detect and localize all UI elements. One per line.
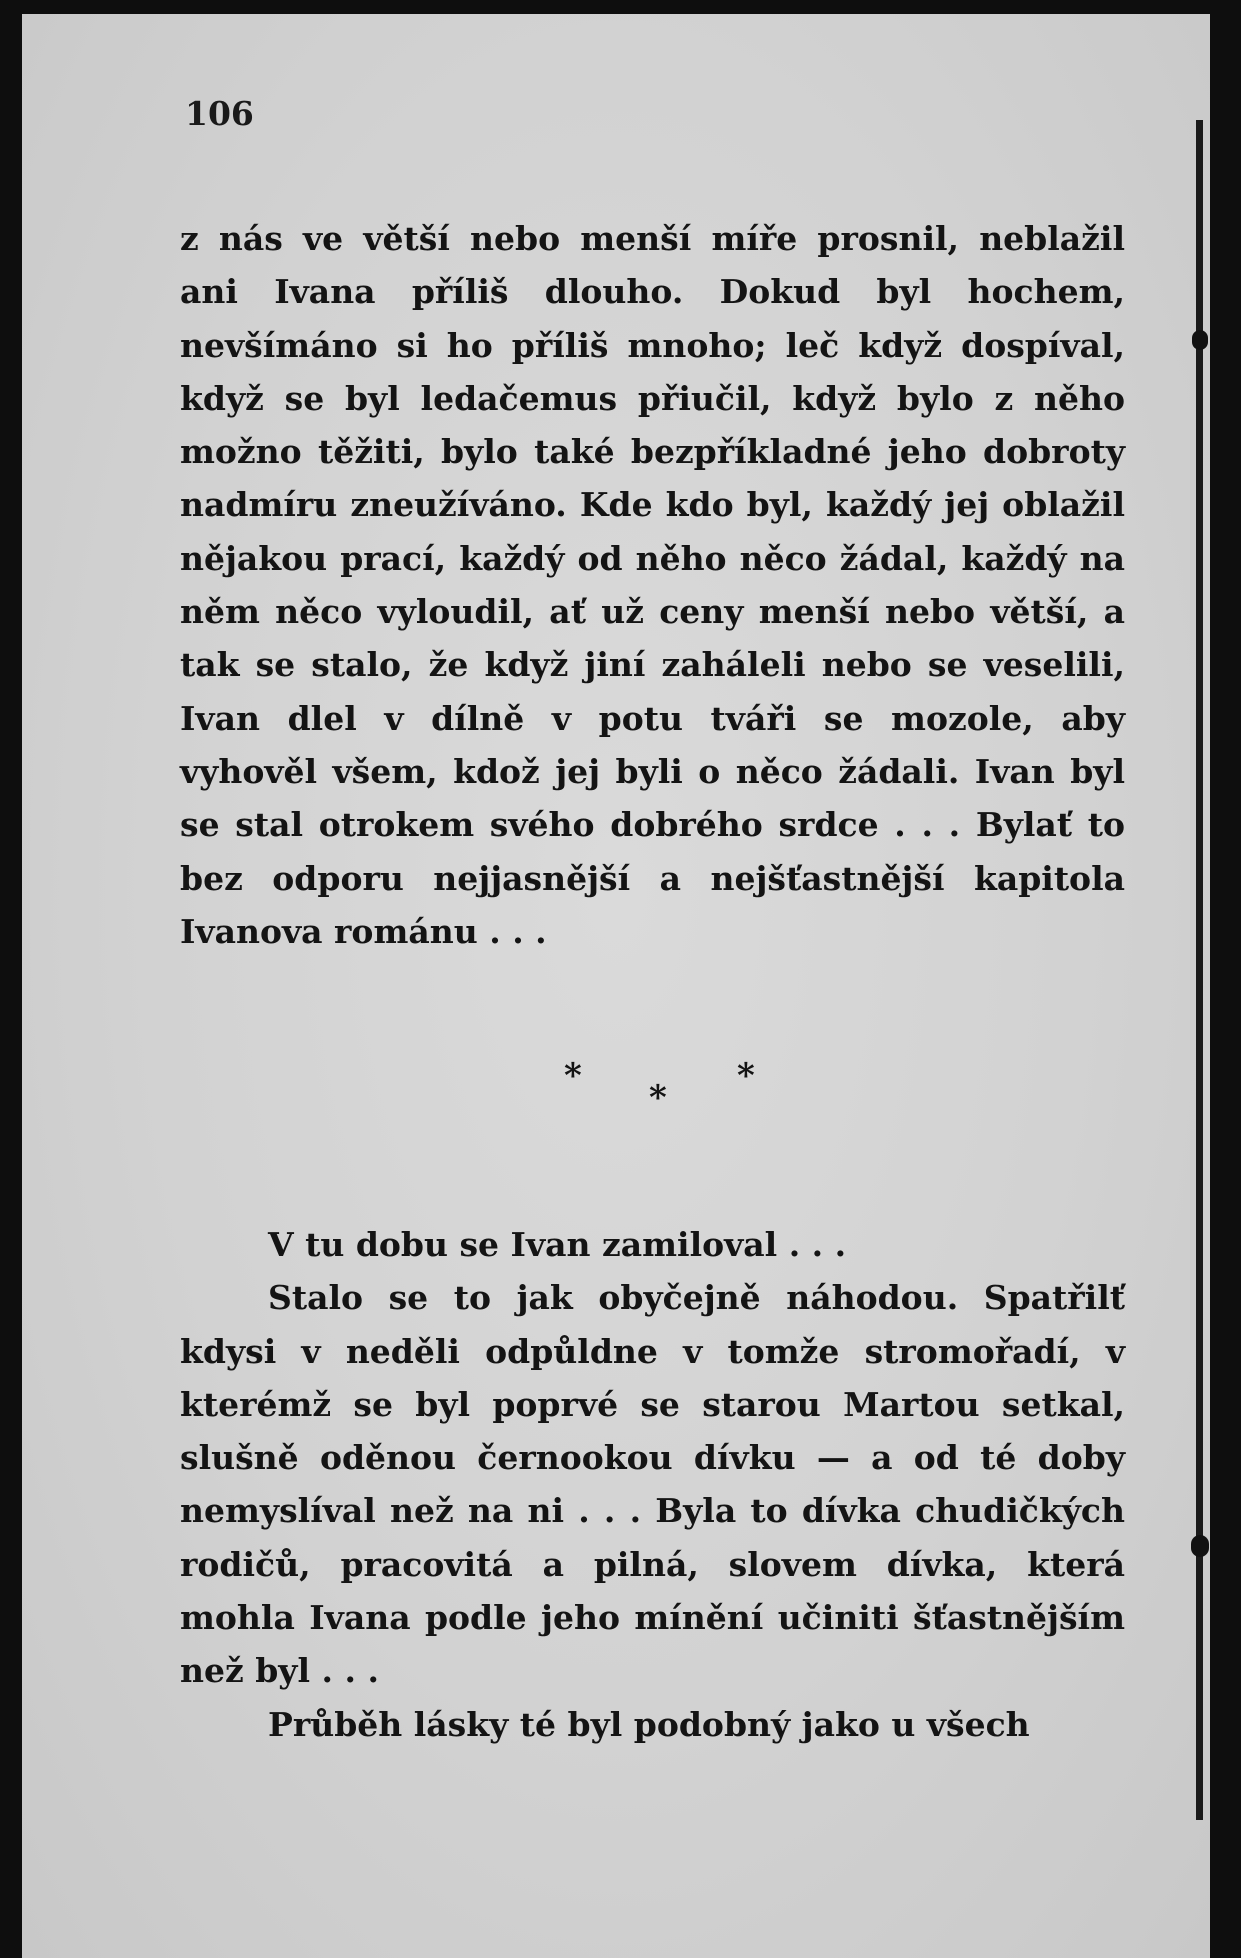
separator-asterisk: *	[649, 1078, 667, 1118]
paragraph: V tu dobu se Ivan zamiloval . . .	[268, 1225, 847, 1264]
text-block-bottom	[180, 1218, 1125, 1751]
text-block-top	[180, 212, 1125, 958]
separator-asterisk: *	[564, 1056, 582, 1096]
section-separator	[522, 1048, 802, 1118]
book-page	[22, 14, 1210, 1958]
book-binding-edge	[1196, 120, 1203, 1820]
binding-mark	[1192, 330, 1208, 350]
paragraph: Průběh lásky té byl podobný jako u všech	[268, 1704, 1030, 1744]
binding-mark	[1191, 1535, 1209, 1557]
page-number: 106	[185, 94, 254, 133]
paragraph: Stalo se to jak obyčejně náhodou. Spatřilť kdysi v neděli odpůldne v tomže stromořadí, v kterémž se byl poprvé se starou Martou setkal, slušně oděnou černookou dívku — a od té doby nemyslíval než na ni . . . Byla to dívka chudičkých rodičů, pracovitá a pilná, slovem dívka, která mohla Ivana podle jeho mínění učiniti šťastnějším než byl . . .	[180, 1278, 1125, 1691]
separator-asterisk: *	[737, 1056, 755, 1096]
paragraph: z nás ve větší nebo menší míře prosnil, neblažil ani Ivana příliš dlouho. Dokud byl hochem, nevšímáno si ho příliš mnoho; leč když dospíval, když se byl ledačemus přiučil, když bylo z něho možno těžiti, bylo také bezpříkladné jeho dobroty nadmíru zneužíváno. Kde kdo byl, každý jej oblažil nějakou prací, každý od něho něco žádal, každý na něm něco vyloudil, ať už ceny menší nebo větší, a tak se stalo, že když jiní zaháleli nebo se veselili, Ivan dlel v dílně v potu tváři se mozole, aby vyhověl všem, kdož jej byli o něco žádali. Ivan byl se stal otrokem svého dobrého srdce . . . Bylať to bez odporu nejjasnější a nejšťastnější kapitola Ivanova románu . . .	[180, 219, 1125, 951]
